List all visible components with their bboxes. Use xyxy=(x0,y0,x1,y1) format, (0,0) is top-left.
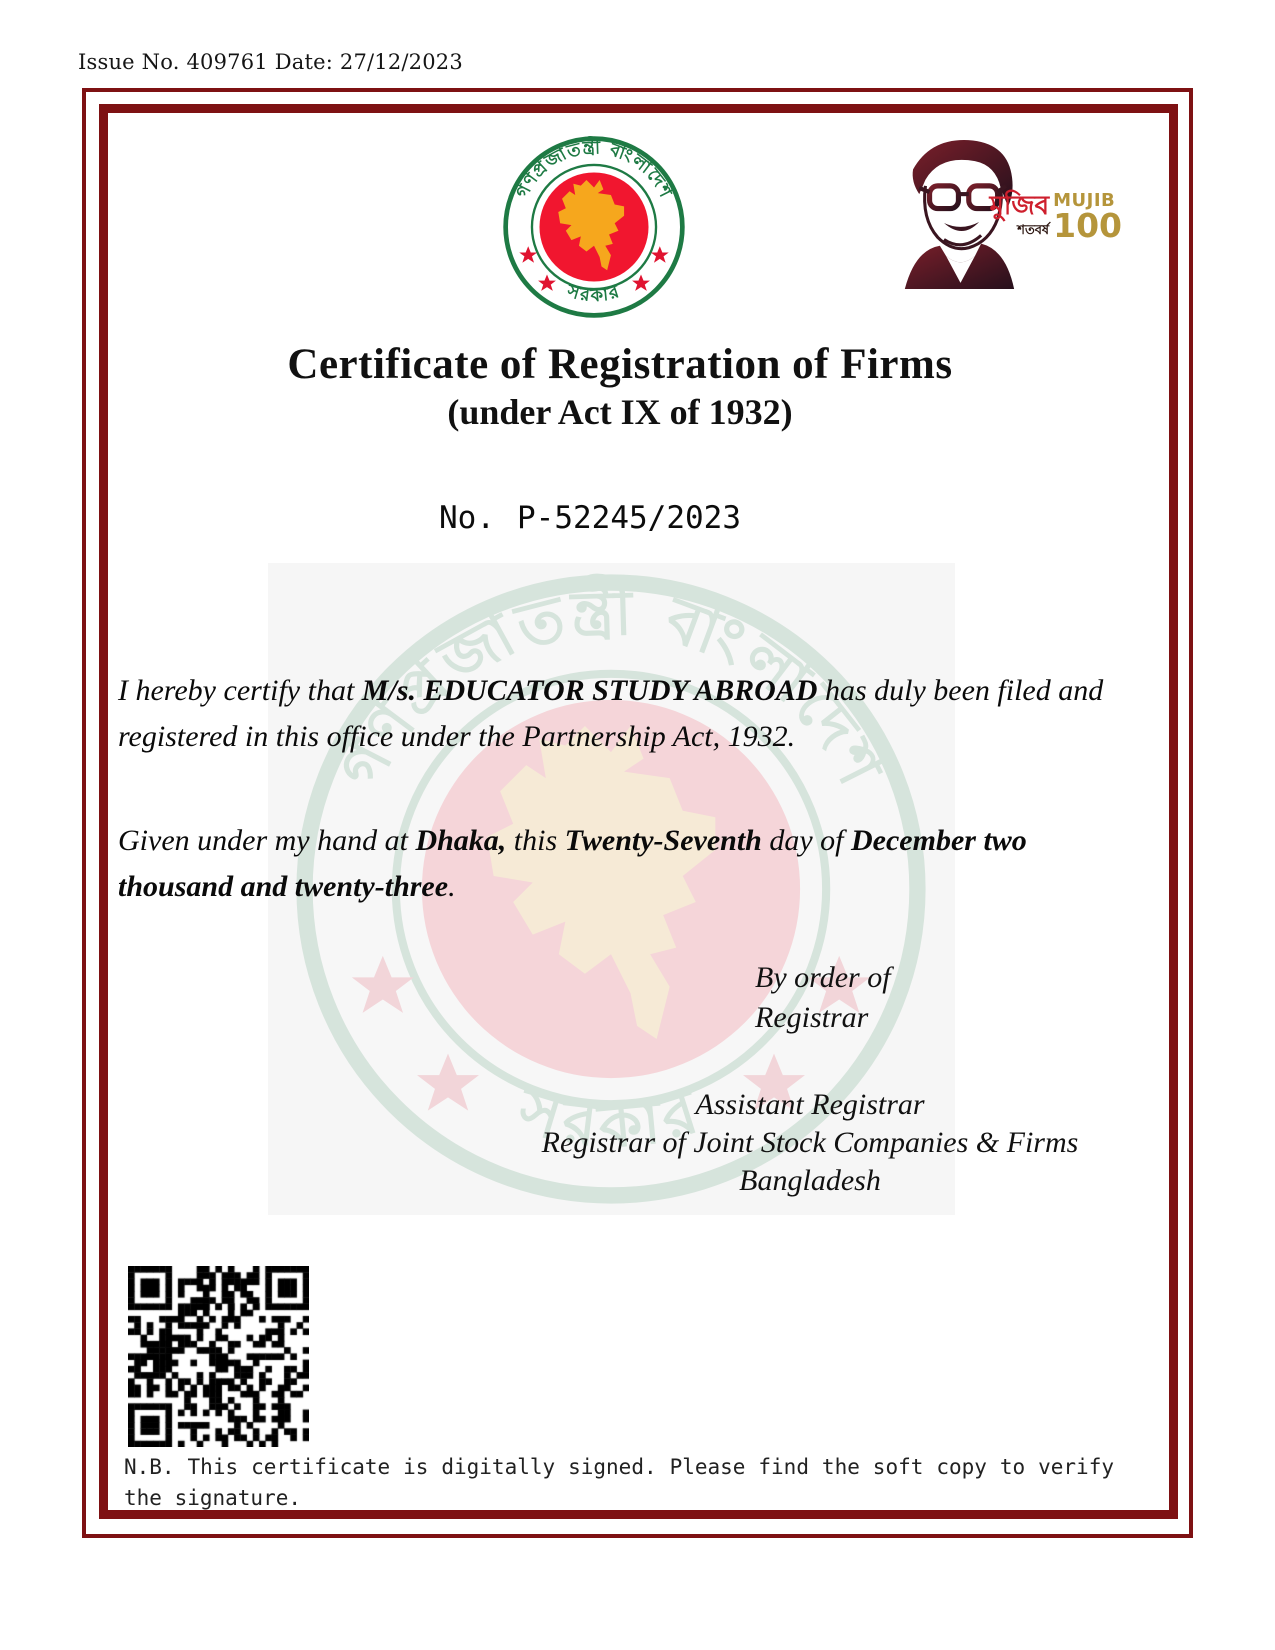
bangladesh-government-seal xyxy=(500,133,688,321)
issue-line: Issue No. 409761 Date: 27/12/2023 xyxy=(78,50,463,74)
certify-paragraph xyxy=(118,668,1120,760)
signatory-office: Registrar of Joint Stock Companies & Firms xyxy=(541,1126,1079,1159)
given-paragraph xyxy=(118,818,1120,910)
signatory-title: Assistant Registrar xyxy=(695,1088,925,1121)
day-ordinal: Twenty-Seventh xyxy=(564,824,762,857)
certify-text: I hereby certify that xyxy=(118,674,362,707)
mujib-name-bengali: মুজিব xyxy=(989,191,1050,221)
qr-code xyxy=(128,1266,309,1447)
by-order-line: By order of xyxy=(755,961,891,994)
given-text-2: this xyxy=(506,824,565,857)
registration-number xyxy=(90,500,1090,536)
mujib-100-logo xyxy=(878,124,1122,289)
certificate-subtitle: (under Act IX of 1932) xyxy=(447,392,793,432)
title-block xyxy=(90,340,1150,433)
mujib-centenary-number: 100 xyxy=(1053,206,1122,245)
given-text: Given under my hand at xyxy=(118,824,416,857)
registration-number-label: No. xyxy=(439,500,496,536)
registrar-line: Registrar xyxy=(755,1001,869,1034)
given-text-3: day of xyxy=(761,824,852,857)
given-text-end: . xyxy=(448,870,456,903)
signatory-country: Bangladesh xyxy=(739,1164,881,1197)
place-name: Dhaka, xyxy=(415,824,507,857)
mujib-logo-wordmark xyxy=(989,190,1123,245)
certify-text-cont: has duly been filed and registered in this office under the Partnership Act, 1932. xyxy=(118,674,1104,753)
digital-signature-note: N.B. This certificate is digitally signed. Please find the soft copy to verify the signature. xyxy=(124,1455,1114,1510)
mujib-centenary-bengali: শতবর্ষ xyxy=(1017,222,1050,238)
registration-number-value: P-52245/2023 xyxy=(517,500,741,536)
certificate-title: Certificate of Registration of Firms xyxy=(287,341,953,388)
date-words: December two thousand and twenty-three xyxy=(118,824,1027,903)
firm-name: M/s. EDUCATOR STUDY ABROAD xyxy=(361,674,818,707)
signature-block xyxy=(460,1086,1160,1200)
mujib-name-english: MUJIB xyxy=(1053,190,1116,211)
by-order-block xyxy=(755,958,891,1038)
